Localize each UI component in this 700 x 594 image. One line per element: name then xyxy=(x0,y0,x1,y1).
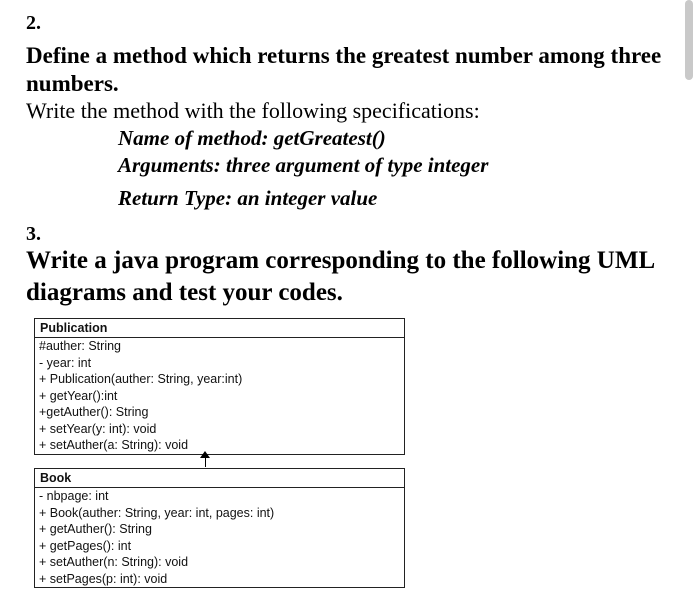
uml-method: +getAuther(): String xyxy=(39,405,149,419)
question-2-number: 2. xyxy=(26,12,41,34)
uml-method: + getYear():int xyxy=(39,388,118,403)
scrollbar[interactable] xyxy=(685,0,693,80)
uml-attributes xyxy=(35,488,404,587)
inheritance-arrow-line xyxy=(205,456,206,467)
uml-method: + setPages(p: int): void xyxy=(39,571,168,586)
uml-class-name: Book xyxy=(35,469,404,488)
spec-arguments: Arguments: three argument of type integer xyxy=(118,153,489,177)
question-3-number: 3. xyxy=(26,223,41,245)
spec-method-name: Name of method: getGreatest() xyxy=(118,126,386,150)
uml-method: + setAuther(n: String): void xyxy=(39,555,189,569)
uml-attribute: #auther: String xyxy=(39,339,121,353)
uml-attributes xyxy=(35,338,404,454)
uml-attribute: - year: int xyxy=(39,355,92,370)
question-2-title-line-2: numbers. xyxy=(26,71,119,96)
question-2-intro: Write the method with the following specifications: xyxy=(26,98,480,123)
uml-attribute: - nbpage: int xyxy=(39,489,109,503)
question-3-title-line-2: diagrams and test your codes. xyxy=(26,279,343,306)
uml-class-name: Publication xyxy=(35,319,404,338)
uml-method: + setAuther(a: String): void xyxy=(39,438,189,452)
uml-method: + getAuther(): String xyxy=(39,522,152,536)
uml-method: + getPages(): int xyxy=(39,538,132,553)
spec-return-type: Return Type: an integer value xyxy=(118,186,378,210)
uml-class-book xyxy=(34,468,405,588)
uml-method: + setYear(y: int): void xyxy=(39,421,157,436)
question-2-title-line-1: Define a method which returns the greatest number among three xyxy=(26,43,662,68)
uml-method: + Book(auther: String, year: int, pages: int) xyxy=(39,505,275,520)
uml-method: + Publication(auther: String, year:int) xyxy=(39,372,243,386)
question-3-title-line-1: Write a java program corresponding to the following UML xyxy=(26,247,656,274)
uml-class-publication xyxy=(34,318,405,455)
